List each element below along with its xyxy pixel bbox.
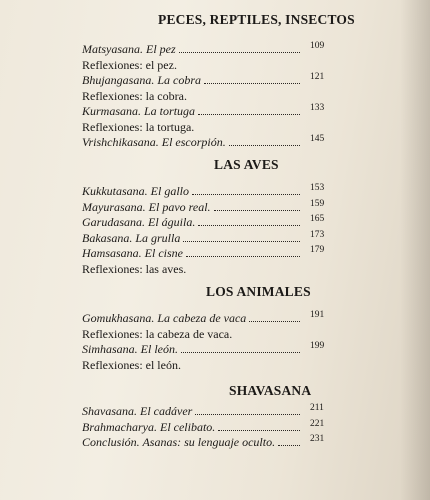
entry-title: Reflexiones: la cabeza de vaca. — [82, 326, 233, 341]
page-number: 199 — [310, 341, 325, 351]
page-number: 173 — [310, 229, 325, 240]
toc-entry[interactable] — [82, 327, 400, 342]
section-heading: LOS ANIMALES — [206, 284, 311, 299]
page-number: 191 — [310, 310, 325, 320]
toc-entry[interactable] — [82, 404, 400, 419]
section-heading: LAS AVES — [214, 157, 279, 172]
page-number: 109 — [310, 41, 325, 51]
toc-entry[interactable] — [82, 135, 400, 150]
page-fold-shadow — [400, 0, 430, 500]
toc-entry[interactable] — [82, 311, 400, 326]
toc-entry[interactable] — [82, 104, 400, 119]
page-number: 153 — [310, 183, 325, 193]
page-number: 159 — [310, 198, 325, 209]
section-heading: PECES, REPTILES, INSECTOS — [158, 12, 355, 27]
dot-leader — [179, 52, 300, 53]
toc-entry[interactable] — [82, 184, 400, 199]
dot-leader — [218, 430, 300, 431]
entry-title: Garudasana. El águila. — [82, 215, 196, 229]
toc-entry[interactable] — [82, 358, 400, 373]
page-number: 121 — [310, 72, 325, 82]
page-number: 221 — [310, 418, 325, 429]
entry-title: Bhujangasana. La cobra — [82, 73, 202, 87]
dot-leader — [204, 83, 300, 84]
toc-entry[interactable] — [82, 342, 400, 357]
entry-title: Reflexiones: las aves. — [82, 261, 187, 276]
page-number: 211 — [310, 403, 324, 413]
entry-title: Reflexiones: el león. — [82, 357, 181, 372]
dot-leader — [186, 256, 300, 257]
toc-entry[interactable] — [82, 420, 400, 435]
toc-entry[interactable] — [82, 89, 400, 104]
dot-leader — [229, 145, 300, 146]
toc-entry[interactable] — [82, 120, 400, 135]
entry-title: Reflexiones: la cobra. — [82, 88, 187, 103]
toc-entry[interactable] — [82, 73, 400, 88]
dot-leader — [192, 194, 300, 195]
toc-entry[interactable] — [82, 215, 400, 230]
entry-title: Brahmacharya. El celibato. — [82, 419, 216, 434]
toc-entry[interactable] — [82, 58, 400, 73]
entry-title: Vrishchikasana. El escorpión. — [82, 135, 226, 149]
dot-leader — [198, 225, 300, 226]
page-number: 145 — [310, 134, 325, 144]
page-number: 133 — [310, 103, 325, 113]
toc-entry[interactable] — [82, 200, 400, 215]
entry-title: Reflexiones: el pez. — [82, 57, 177, 72]
entry-title: Matsyasana. El pez — [82, 42, 176, 56]
section-heading: SHAVASANA — [229, 383, 312, 398]
toc-entry[interactable] — [82, 262, 400, 277]
toc-entry[interactable] — [82, 231, 400, 246]
dot-leader — [183, 241, 300, 242]
entry-title: Shavasana. El cadáver — [82, 404, 193, 418]
dot-leader — [181, 352, 300, 353]
entry-title: Mayurasana. El pavo real. — [82, 199, 211, 214]
entry-title: Simhasana. El león. — [82, 342, 178, 356]
toc-entry[interactable] — [82, 435, 400, 450]
page-number: 179 — [310, 245, 325, 255]
dot-leader — [278, 445, 300, 446]
dot-leader — [249, 321, 300, 322]
entry-title: Conclusión. Asanas: su lenguaje oculto. — [82, 435, 276, 449]
entry-title: Kukkutasana. El gallo — [82, 184, 189, 198]
entry-title: Bakasana. La grulla — [82, 230, 181, 245]
entry-title: Kurmasana. La tortuga — [82, 104, 196, 118]
toc-entry[interactable] — [82, 42, 400, 57]
page-number: 231 — [310, 434, 325, 444]
dot-leader — [214, 210, 300, 211]
toc-entry[interactable] — [82, 246, 400, 261]
dot-leader — [198, 114, 300, 115]
dot-leader — [195, 414, 300, 415]
entry-title: Hamsasana. El cisne — [82, 246, 183, 260]
page-number: 165 — [310, 214, 325, 224]
entry-title: Reflexiones: la tortuga. — [82, 119, 195, 134]
entry-title: Gomukhasana. La cabeza de vaca — [82, 311, 247, 325]
